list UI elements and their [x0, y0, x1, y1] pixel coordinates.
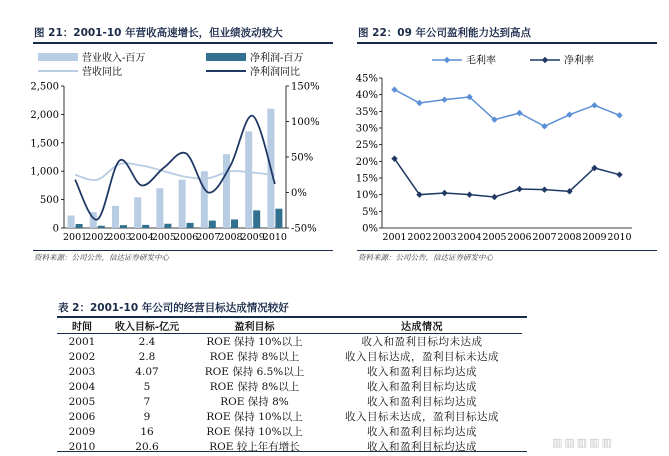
table2-header-profit: 盈利目标: [187, 318, 322, 334]
target-cell: 5: [143, 380, 151, 393]
y-tick-label-left: 0: [52, 223, 59, 235]
profit-cell: ROE 保持 8%以上: [209, 381, 300, 393]
x-tick-label: 2004: [129, 232, 154, 243]
status-cell: 收入和盈利目标均达成: [367, 366, 477, 378]
line-gross-margin: [395, 90, 620, 127]
y-tick-label: 30%: [355, 123, 378, 135]
table2-header-year: 时间: [57, 318, 107, 334]
table-row: [57, 409, 522, 424]
legend-label: 营业收入-百万: [82, 53, 146, 64]
point-net-margin: [516, 186, 522, 192]
y-tick-label-left: 1,000: [30, 166, 59, 178]
profit-cell: ROE 保持 6.5%以上: [204, 366, 305, 378]
point-gross-margin: [391, 86, 397, 92]
target-cell: 20.6: [135, 440, 159, 453]
x-tick-label: 2003: [432, 232, 457, 243]
status-cell: 收入目标未达成，盈利目标达成: [345, 411, 499, 423]
fig21-title: 图 21：2001-10 年营收高速增长，但业绩波动较大: [34, 27, 283, 39]
x-tick-label: 2006: [507, 232, 532, 243]
x-tick-label: 2008: [218, 232, 243, 243]
fig21-bottom-rule: [33, 250, 333, 251]
legend-label: 营收同比: [82, 67, 122, 78]
x-tick-label: 2005: [151, 232, 176, 243]
y-tick-label-left: 1,500: [30, 138, 59, 150]
point-gross-margin: [541, 123, 547, 129]
table-row: [57, 424, 522, 439]
x-tick-label: 2009: [240, 232, 265, 243]
point-gross-margin: [441, 96, 447, 102]
table2-title: 表 2：2001-10 年公司的经营目标达成情况较好: [58, 302, 289, 314]
x-tick-label: 2009: [582, 232, 607, 243]
bar-revenue: [112, 206, 119, 228]
target-cell: 2.8: [138, 350, 156, 363]
point-gross-margin: [616, 112, 622, 118]
bar-net-profit: [209, 221, 216, 228]
point-gross-margin: [591, 102, 597, 108]
y-tick-label: 5%: [362, 206, 378, 218]
y-tick-label: 45%: [355, 73, 378, 85]
bar-net-profit: [120, 225, 127, 228]
legend-label: 净利润-百万: [250, 53, 304, 64]
x-tick-label: 2005: [482, 232, 507, 243]
fig21-source: 资料来源：公司公告，信达证券研发中心: [34, 253, 169, 262]
bar-net-profit: [142, 225, 149, 228]
point-gross-margin: [516, 110, 522, 116]
bar-revenue: [223, 154, 230, 228]
watermark: ▥▥▥▥▥: [552, 436, 614, 449]
y-tick-label-left: 2,000: [30, 109, 59, 121]
table2: [57, 318, 522, 454]
x-tick-label: 2002: [407, 232, 432, 243]
year-cell: 2010: [68, 440, 96, 453]
y-tick-label-right: 0%: [291, 188, 307, 199]
bar-revenue: [68, 216, 75, 228]
fig21-title-rule: [33, 42, 333, 44]
legend-label: 净利率: [564, 55, 594, 67]
status-cell: 收入和盈利目标均达成: [367, 441, 477, 453]
point-gross-margin: [566, 111, 572, 117]
year-cell: 2002: [68, 350, 96, 363]
x-tick-label: 2006: [174, 232, 199, 243]
target-cell: 2.4: [138, 335, 156, 348]
table2-header-status: 达成情况: [322, 318, 522, 334]
bar-revenue: [245, 131, 252, 228]
legend-label: 净利润同比: [250, 67, 300, 78]
bar-net-profit: [98, 226, 105, 228]
y-tick-label: 10%: [355, 190, 378, 202]
legend-swatch: [206, 53, 246, 61]
x-tick-label: 2003: [107, 232, 132, 243]
table-row: [57, 364, 522, 379]
fig22-bottom-rule: [357, 250, 657, 251]
profit-cell: ROE 保持 8%以上: [209, 351, 300, 363]
target-cell: 9: [143, 410, 151, 423]
legend-marker: [542, 57, 548, 63]
table-row: [57, 334, 522, 350]
y-tick-label-right: -50%: [291, 223, 317, 235]
legend-marker: [444, 57, 450, 63]
bar-net-profit: [76, 224, 83, 228]
point-net-margin: [541, 186, 547, 192]
y-tick-label-left: 500: [39, 195, 59, 207]
bar-net-profit: [253, 210, 260, 228]
y-tick-label: 0%: [362, 223, 378, 235]
y-tick-label: 35%: [355, 106, 378, 118]
fig22-title: 图 22：09 年公司盈利能力达到高点: [358, 27, 532, 39]
y-tick-label: 40%: [355, 90, 378, 102]
x-tick-label: 2008: [557, 232, 582, 243]
year-cell: 2009: [68, 425, 96, 438]
table-row: [57, 349, 522, 364]
target-cell: 7: [143, 395, 151, 408]
line-net-profit-yoy: [75, 116, 275, 220]
point-net-margin: [616, 171, 622, 177]
y-tick-label: 15%: [355, 173, 378, 185]
y-tick-label-right: 150%: [291, 81, 320, 93]
y-tick-label-right: 50%: [291, 152, 314, 164]
bar-revenue: [179, 180, 186, 228]
table2-header-row: [57, 318, 522, 334]
table2-bottom-rule: [57, 451, 527, 452]
x-tick-label: 2007: [196, 232, 221, 243]
fig22-title-rule: [357, 42, 657, 44]
status-cell: 收入和盈利目标均达成: [367, 426, 477, 438]
bar-net-profit: [231, 219, 238, 228]
fig21-chart: [28, 46, 340, 250]
point-net-margin: [491, 194, 497, 200]
profit-cell: ROE 保持 8%: [220, 396, 289, 408]
profit-cell: ROE 保持 10%以上: [206, 336, 303, 348]
table-row: [57, 394, 522, 409]
target-cell: 16: [140, 425, 154, 438]
y-tick-label-left: 2,500: [30, 81, 59, 93]
year-cell: 2006: [68, 410, 96, 423]
fig22-source: 资料来源：公司公告，信达证券研发中心: [358, 253, 493, 262]
point-net-margin: [466, 191, 472, 197]
target-cell: 4.07: [135, 365, 159, 378]
table-row: [57, 379, 522, 394]
x-tick-label: 2010: [607, 232, 632, 243]
bar-revenue: [201, 171, 208, 228]
profit-cell: ROE 保持 10%以上: [206, 411, 303, 423]
line-revenue-yoy: [75, 163, 275, 180]
x-tick-label: 2002: [85, 232, 110, 243]
year-cell: 2004: [68, 380, 96, 393]
line-net-margin: [395, 159, 620, 197]
year-cell: 2005: [68, 395, 96, 408]
bar-net-profit: [187, 223, 194, 228]
bar-revenue: [156, 188, 163, 228]
point-net-margin: [441, 190, 447, 196]
x-tick-label: 2007: [532, 232, 557, 243]
status-cell: 收入和盈利目标均未达成: [361, 336, 483, 348]
y-tick-label: 20%: [355, 156, 378, 168]
bar-net-profit: [275, 209, 282, 228]
legend-label: 毛利率: [466, 55, 496, 67]
bar-revenue: [134, 197, 141, 228]
point-gross-margin: [416, 100, 422, 106]
profit-cell: ROE 保持 10%以上: [206, 426, 303, 438]
y-tick-label-right: 100%: [291, 117, 320, 128]
profit-cell: ROE 较上年有增长: [209, 441, 300, 453]
year-cell: 2003: [68, 365, 96, 378]
y-tick-label: 25%: [355, 140, 378, 152]
year-cell: 2001: [68, 335, 96, 348]
status-cell: 收入目标达成，盈利目标未达成: [345, 351, 499, 363]
fig22-chart: [352, 46, 662, 250]
bar-net-profit: [164, 224, 171, 228]
x-tick-label: 2004: [457, 232, 482, 243]
x-tick-label: 2001: [63, 232, 88, 243]
status-cell: 收入和盈利目标均达成: [367, 381, 477, 393]
status-cell: 收入和盈利目标均达成: [367, 396, 477, 408]
legend-swatch: [38, 53, 78, 61]
x-tick-label: 2001: [382, 232, 407, 243]
table2-header-target: 收入目标-亿元: [107, 318, 187, 334]
x-tick-label: 2010: [262, 232, 287, 243]
